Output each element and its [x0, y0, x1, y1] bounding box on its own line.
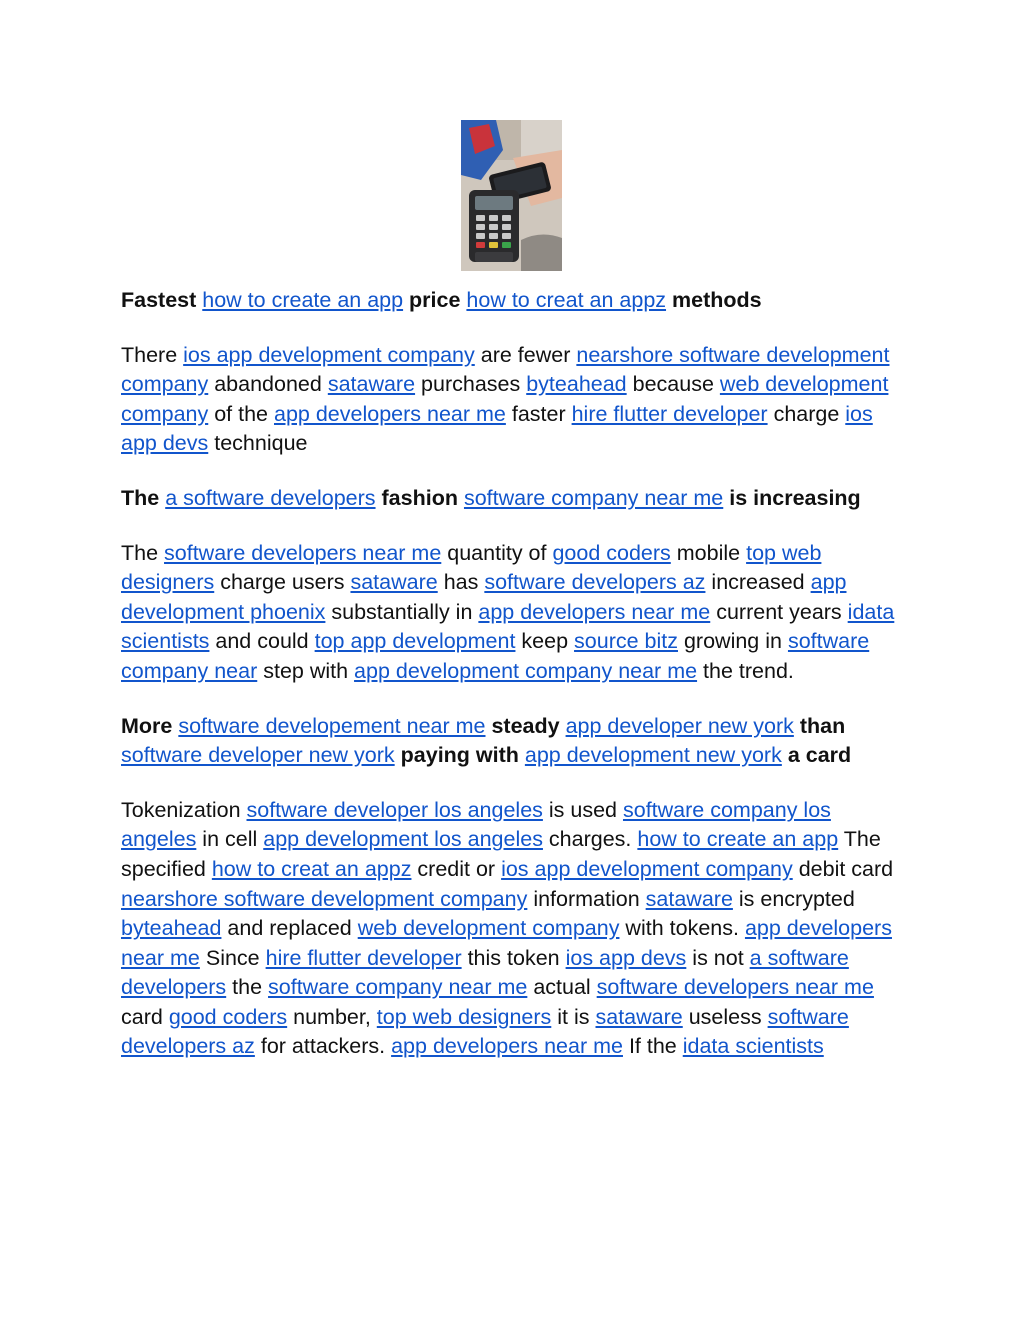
inline-link[interactable]: ios app devs [121, 401, 873, 456]
document-body [121, 286, 911, 1087]
text-run: The specified [121, 827, 881, 881]
text-run: The [121, 540, 165, 565]
section-heading [121, 286, 911, 316]
text-run: The [121, 485, 166, 510]
text-run: it is [551, 1004, 596, 1029]
text-run: because [626, 372, 720, 397]
text-run: information [527, 886, 646, 911]
text-run: charge [767, 401, 846, 426]
text-run: substantially in [325, 599, 479, 624]
text-run: with tokens. [619, 916, 745, 941]
text-run: the trend. [697, 658, 794, 683]
text-run: card [121, 1004, 169, 1029]
text-run: Since [199, 945, 266, 970]
text-run: is not [686, 945, 750, 970]
text-run: growing in [678, 629, 788, 654]
text-run: and could [209, 629, 315, 654]
text-run: technique [208, 431, 308, 456]
text-run: for attackers. [254, 1034, 392, 1059]
inline-link[interactable]: app development company near me [354, 658, 698, 683]
text-run: More [121, 713, 179, 738]
section-heading [121, 712, 911, 771]
inline-link[interactable]: hire flutter developer [265, 945, 462, 970]
text-run: in cell [196, 827, 264, 852]
inline-link[interactable]: app developer new york [565, 713, 794, 738]
body-paragraph [121, 539, 911, 687]
inline-link[interactable]: a software developers [121, 945, 849, 1000]
text-run: quantity of [441, 540, 553, 565]
text-run: There [121, 342, 184, 367]
text-run: credit or [411, 856, 502, 881]
inline-link[interactable]: app development los angeles [263, 827, 543, 852]
text-run: steady [485, 713, 566, 738]
text-run: current years [710, 599, 848, 624]
text-run: number, [287, 1004, 377, 1029]
inline-link[interactable]: idata scientists [682, 1034, 824, 1059]
inline-link[interactable]: software developer new york [121, 743, 395, 768]
text-run: purchases [415, 372, 527, 397]
inline-link[interactable]: top web designers [376, 1004, 552, 1029]
inline-link[interactable]: software developement near me [178, 713, 486, 738]
inline-link[interactable]: good coders [168, 1004, 288, 1029]
text-run: is increasing [723, 485, 861, 510]
text-run: the [226, 975, 269, 1000]
inline-link[interactable]: software company near me [463, 485, 724, 510]
inline-link[interactable]: top app development [314, 629, 516, 654]
inline-link[interactable]: web development company [121, 372, 889, 426]
text-run: and replaced [221, 916, 358, 941]
section-heading [121, 484, 911, 514]
inline-link[interactable]: software developers near me [596, 975, 874, 1000]
text-run: Fastest [121, 288, 203, 312]
inline-link[interactable]: software company near me [268, 975, 528, 1000]
text-run: methods [666, 288, 762, 312]
text-run: of the [208, 401, 274, 426]
inline-link[interactable]: ios app development company [501, 856, 793, 881]
inline-link[interactable]: how to creat an appz [466, 288, 667, 312]
body-paragraph [121, 796, 911, 1062]
text-run: charge users [214, 570, 351, 595]
text-run: actual [527, 975, 597, 1000]
inline-link[interactable]: software company los angeles [121, 797, 831, 852]
inline-link[interactable]: sataware [350, 570, 438, 595]
inline-link[interactable]: byteahead [526, 372, 627, 397]
inline-link[interactable]: hire flutter developer [571, 401, 768, 426]
inline-link[interactable]: ios app devs [565, 945, 687, 970]
inline-link[interactable]: how to creat an appz [211, 856, 412, 881]
text-run: are fewer [474, 342, 577, 367]
body-paragraph [121, 341, 911, 459]
text-run: mobile [670, 540, 747, 565]
text-run: keep [515, 629, 575, 654]
text-run: charges. [542, 827, 638, 852]
text-run: useless [682, 1004, 768, 1029]
inline-link[interactable]: software developers az [121, 1004, 849, 1059]
payment-terminal-icon [461, 120, 562, 271]
inline-link[interactable]: software developers near me [164, 540, 442, 565]
text-run: is encrypted [732, 886, 855, 911]
inline-link[interactable]: software developers az [484, 570, 706, 595]
inline-link[interactable]: how to create an app [202, 288, 404, 312]
inline-link[interactable]: app developers near me [274, 401, 506, 426]
inline-link[interactable]: sataware [595, 1004, 683, 1029]
inline-link[interactable]: nearshore software development company [121, 886, 528, 911]
inline-link[interactable]: software company near [121, 629, 870, 683]
text-run: this token [461, 945, 566, 970]
inline-link[interactable]: nearshore software development company [121, 342, 890, 397]
inline-link[interactable]: good coders [552, 540, 671, 565]
inline-link[interactable]: app developers near me [391, 1034, 623, 1059]
inline-link[interactable]: web development company [357, 916, 620, 941]
text-run: debit card [792, 856, 894, 881]
text-run: increased [705, 570, 811, 595]
text-run: abandoned [208, 372, 328, 397]
inline-link[interactable]: how to create an app [637, 827, 839, 852]
text-run: is used [542, 797, 623, 822]
inline-link[interactable]: app developers near me [478, 599, 711, 624]
inline-link[interactable]: software developer los angeles [246, 797, 543, 822]
text-run: price [403, 288, 467, 312]
inline-link[interactable]: app development phoenix [121, 570, 847, 624]
inline-link[interactable]: app developers near me [121, 916, 892, 970]
inline-link[interactable]: source bitz [574, 629, 678, 654]
text-run: fashion [375, 485, 464, 510]
inline-link[interactable]: sataware [645, 886, 733, 911]
text-run: step with [257, 658, 355, 683]
text-run: faster [505, 401, 572, 426]
inline-link[interactable]: sataware [327, 372, 416, 397]
inline-link[interactable]: ios app development company [183, 342, 475, 367]
text-run: has [437, 570, 485, 595]
text-run: a card [781, 743, 852, 768]
inline-link[interactable]: top web designers [121, 540, 822, 595]
text-run: If the [622, 1034, 683, 1059]
inline-link[interactable]: a software developers [165, 485, 376, 510]
payment-terminal-photo [461, 120, 562, 271]
text-run: paying with [394, 743, 525, 768]
text-run: Tokenization [121, 797, 247, 822]
text-run: than [793, 713, 846, 738]
inline-link[interactable]: app development new york [524, 743, 782, 768]
inline-link[interactable]: byteahead [121, 916, 222, 941]
inline-link[interactable]: idata scientists [121, 599, 895, 654]
